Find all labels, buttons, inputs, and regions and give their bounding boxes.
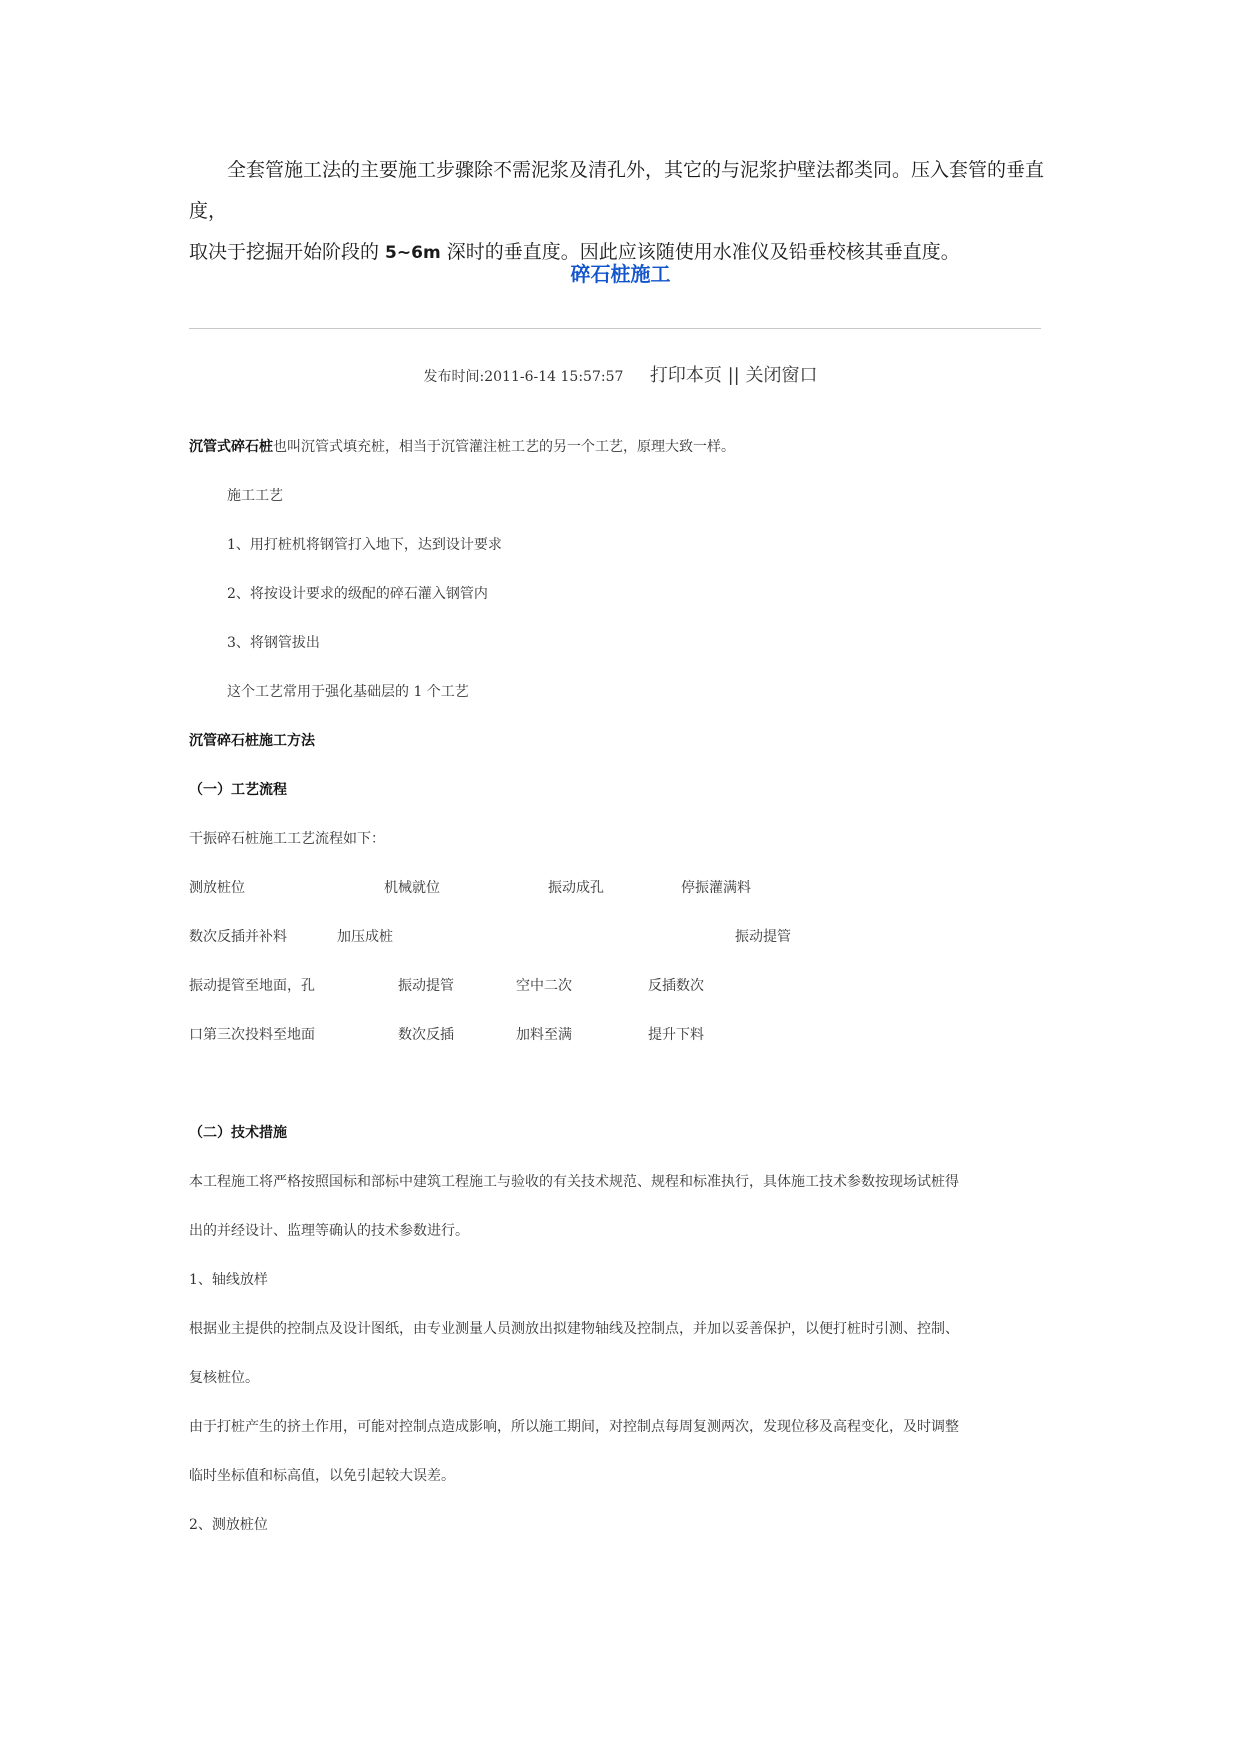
intro-paragraph <box>189 150 1069 274</box>
publish-time: 发布时间:2011-6-14 15:57:57 <box>423 369 624 385</box>
flow-step: 数次反插并补料 <box>189 929 287 945</box>
process-step-3: 3、将钢管拔出 <box>227 635 320 651</box>
close-window-link[interactable]: 关闭窗口 <box>745 365 818 386</box>
definition-text: 也叫沉管式填充桩，相当于沉管灌注桩工艺的另一个工艺，原理大致一样。 <box>273 439 735 455</box>
item-1-line-4: 临时坐标值和标高值，以免引起较大误差。 <box>189 1468 455 1484</box>
flow-step: 测放桩位 <box>189 880 245 896</box>
item-1-line-3: 由于打桩产生的挤土作用，可能对控制点造成影响，所以施工期间，对控制点每周复测两次，发现位移及高程变化，及时调整 <box>189 1419 959 1435</box>
flow-step: 加料至满 <box>516 1027 572 1043</box>
flow-step: 机械就位 <box>384 880 440 896</box>
method-heading: 沉管碎石桩施工方法 <box>189 733 315 749</box>
flow-intro: 干振碎石桩施工工艺流程如下： <box>189 831 385 847</box>
tech-line-2: 出的并经设计、监理等确认的技术参数进行。 <box>189 1223 469 1239</box>
item-1-heading: 1、轴线放样 <box>189 1272 268 1288</box>
flow-step: 加压成桩 <box>337 929 393 945</box>
flow-step: 反插数次 <box>648 978 704 994</box>
print-page-link[interactable]: 打印本页 <box>649 365 722 386</box>
process-step-2: 2、将按设计要求的级配的碎石灌入钢管内 <box>227 586 488 602</box>
item-2-heading: 2、测放桩位 <box>189 1517 268 1533</box>
intro-line-1: 全套管施工法的主要施工步骤除不需泥浆及清孔外，其它的与泥浆护壁法都类同。压入套管的垂直度， <box>189 159 1045 222</box>
item-1-line-1: 根据业主提供的控制点及设计图纸，由专业测量人员测放出拟建物轴线及控制点，并加以妥善保护，以便打桩时引测、控制、 <box>189 1321 959 1337</box>
article-title: 碎石桩施工 <box>570 262 671 286</box>
meta-links <box>650 365 818 386</box>
title-divider <box>189 328 1041 329</box>
flow-step: 振动提管 <box>398 978 454 994</box>
flow-step: 空中二次 <box>516 978 572 994</box>
flow-step: 口第三次投料至地面 <box>189 1027 315 1043</box>
intro-line-2-end: 深时的垂直度。因此应该随使用水准仪及铅垂校核其垂直度。 <box>440 241 960 263</box>
process-note: 这个工艺常用于强化基础层的 1 个工艺 <box>227 684 469 700</box>
flow-step: 振动成孔 <box>548 880 604 896</box>
depth-value: 5~6m <box>385 243 441 263</box>
link-separator: || <box>727 365 740 386</box>
item-1-line-2: 复核桩位。 <box>189 1370 259 1386</box>
definition-term: 沉管式碎石桩 <box>189 439 273 455</box>
flow-step: 振动提管 <box>735 929 791 945</box>
tech-line-1: 本工程施工将严格按照国标和部标中建筑工程施工与验收的有关技术规范、规程和标准执行，具体施工技术参数按现场试桩得 <box>189 1174 959 1190</box>
flow-step: 振动提管至地面，孔 <box>189 978 315 994</box>
process-step-1: 1、用打桩机将钢管打入地下，达到设计要求 <box>227 537 502 553</box>
section-1-heading: （一）工艺流程 <box>189 782 287 798</box>
intro-line-2-start: 取决于挖掘开始阶段的 <box>189 241 386 263</box>
process-heading: 施工工艺 <box>227 488 283 504</box>
definition-line <box>189 436 735 456</box>
flow-step: 提升下料 <box>648 1027 704 1043</box>
flow-step: 数次反插 <box>398 1027 454 1043</box>
flow-step: 停振灌满料 <box>681 880 751 896</box>
section-2-heading: （二）技术措施 <box>189 1125 287 1141</box>
article-meta <box>0 361 1241 387</box>
